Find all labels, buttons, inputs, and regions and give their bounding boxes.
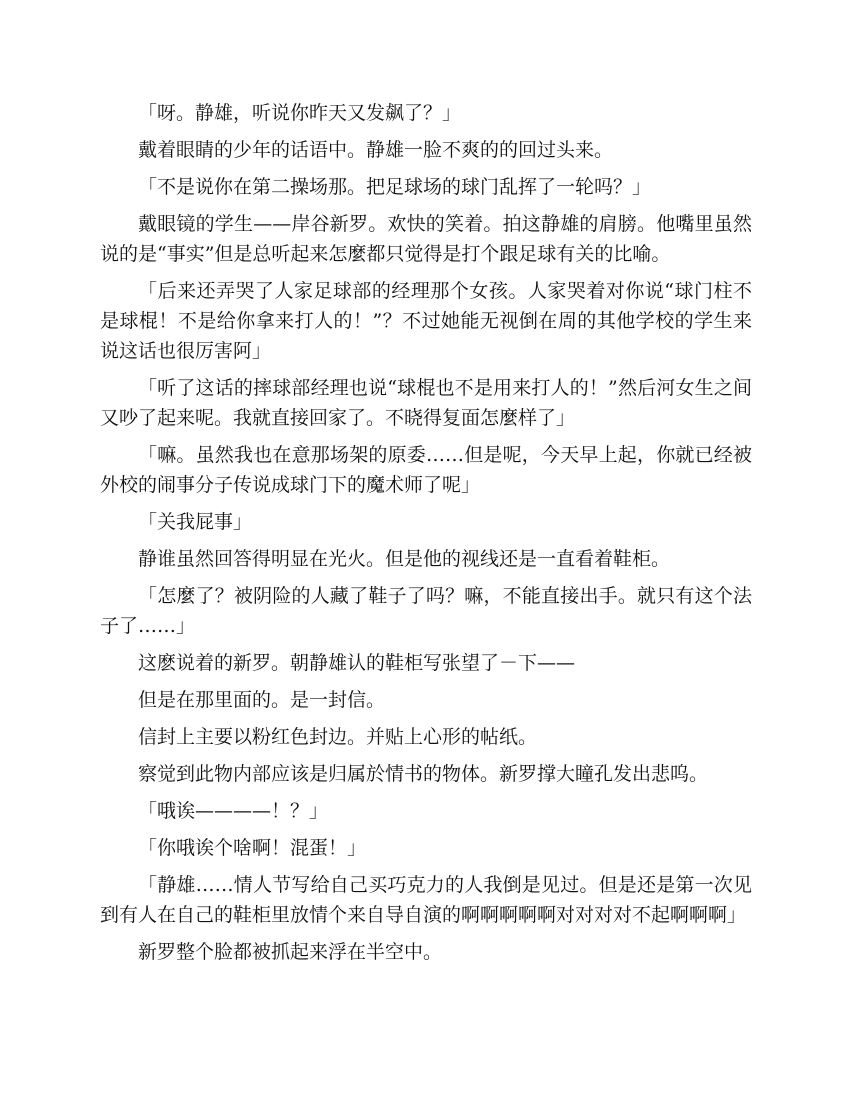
paragraph: 「呀。静雄，听说你昨天又发飙了？」 — [138, 102, 462, 124]
paragraph: 「后来还弄哭了人家足球部的经理那个女孩。人家哭着对你说“球门柱不是球棍！不是给你拿来打人的！”？不过她能无视倒在周的其他学校的学生来说这话也很厉害阿」 — [100, 280, 752, 362]
paragraph: 「嘛。虽然我也在意那场架的原委……但是呢，今天早上起，你就已经被外校的闹事分子传说成球门下的魔术师了呢」 — [100, 444, 752, 496]
paragraph: 这麽说着的新罗。朝静雄认的鞋柜写张望了－下—— — [138, 652, 576, 674]
paragraph: 「怎麼了？被阴险的人藏了鞋子了吗？嘛，不能直接出手。就只有这个法子了……」 — [100, 585, 752, 637]
paragraph: 「关我屁事」 — [138, 511, 253, 533]
document-page — [100, 98, 752, 974]
paragraph: 「静雄……情人节写给自己买巧克力的人我倒是见过。但是还是第一次见到有人在自己的鞋柜里放情个来自导自演的啊啊啊啊啊对对对对不起啊啊啊」 — [100, 874, 752, 926]
paragraph: 但是在那里面的。是一封信。 — [138, 689, 386, 711]
paragraph: 戴眼镜的学生——岸谷新罗。欢快的笑着。拍这静雄的肩膀。他嘴里虽然说的是“事实”但是总听起来怎麼都只觉得是打个跟足球有关的比喻。 — [100, 213, 752, 265]
paragraph: 「不是说你在第二操场那。把足球场的球门乱挥了一轮吗？」 — [138, 176, 652, 198]
paragraph: 「听了这话的摔球部经理也说“球棍也不是用来打人的！”然后河女生之间又吵了起来呢。我就直接回家了。不晓得复面怎麼样了」 — [100, 377, 752, 429]
paragraph: 察觉到此物内部应该是归属於情书的物体。新罗撑大瞳孔发出悲呜。 — [138, 763, 709, 785]
paragraph: 信封上主要以粉红色封边。并贴上心形的帖纸。 — [138, 726, 538, 748]
paragraph: 戴着眼睛的少年的话语中。静雄一脸不爽的的回过头来。 — [138, 139, 614, 161]
paragraph: 「哦诶————！？」 — [138, 800, 329, 822]
paragraph: 「你哦诶个啥啊！混蛋！」 — [138, 837, 367, 859]
paragraph: 新罗整个脸都被抓起来浮在半空中。 — [138, 941, 443, 963]
paragraph: 静谁虽然回答得明显在光火。但是他的视线还是一直看着鞋柜。 — [138, 548, 671, 570]
